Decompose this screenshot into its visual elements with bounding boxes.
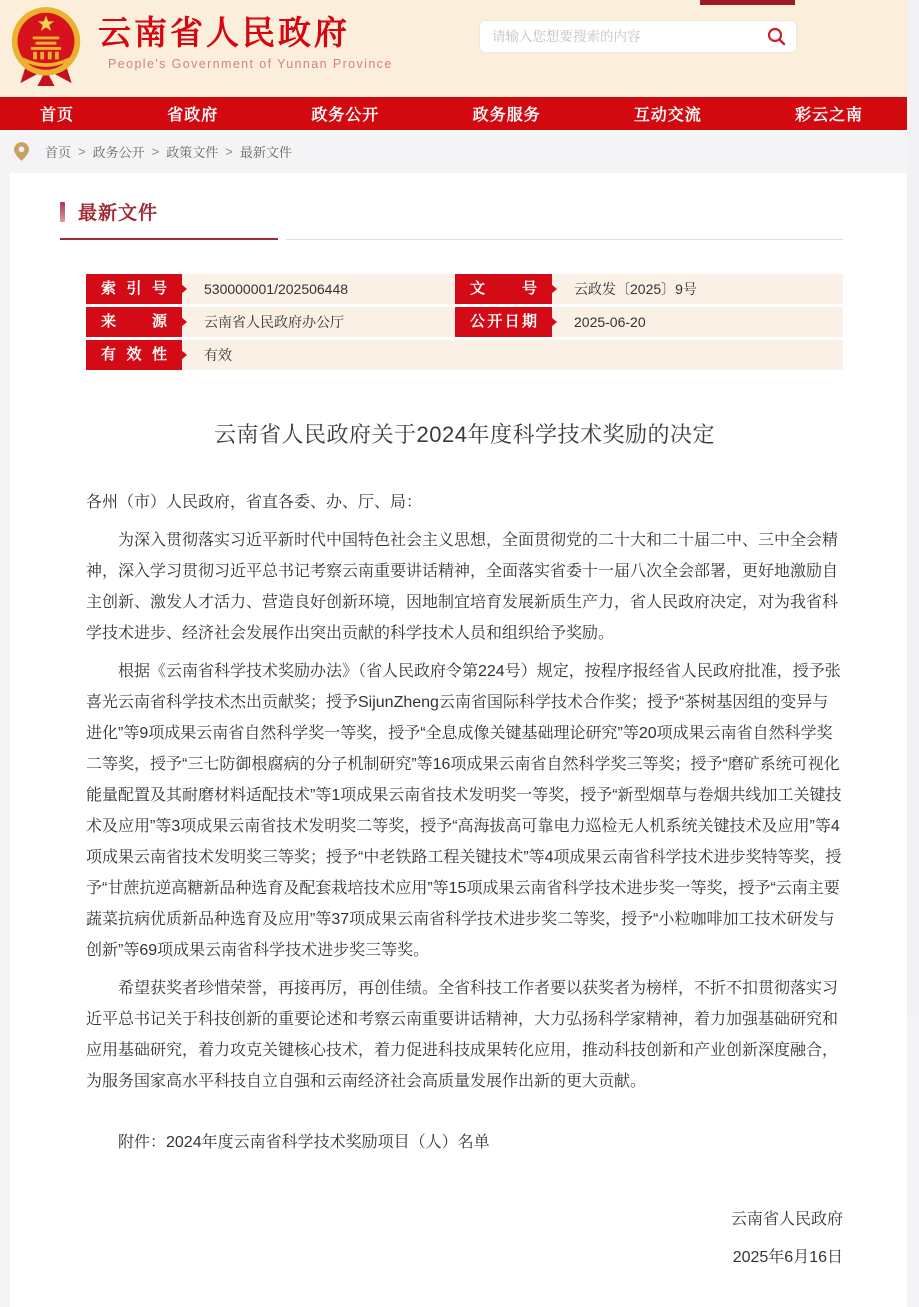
- search-input[interactable]: [480, 29, 756, 44]
- national-emblem-icon: [8, 5, 84, 89]
- search-button[interactable]: [756, 21, 796, 52]
- site-header: [0, 0, 907, 97]
- site-title: 云南省人民政府: [98, 14, 350, 51]
- breadcrumb-separator: >: [78, 144, 86, 159]
- meta-label-publish-date: 公开日期: [455, 307, 552, 337]
- section-title: 最新文件: [78, 203, 159, 224]
- meta-label-index-number: 索引号: [86, 274, 182, 304]
- meta-value-index-number: 530000001/202506448: [182, 274, 455, 304]
- document-title: 云南省人民政府关于2024年度科学技术奖励的决定: [214, 422, 715, 447]
- main-nav: [0, 97, 907, 130]
- section-divider: [60, 238, 843, 240]
- breadcrumb-separator: >: [151, 144, 160, 159]
- nav-item-caiyun[interactable]: 彩云之南: [794, 107, 863, 124]
- meta-value-validity: 有效: [182, 340, 843, 370]
- meta-label-doc-number: 文号: [455, 274, 552, 304]
- content-panel: [10, 173, 907, 1307]
- paragraph: 希望获奖者珍惜荣誉，再接再厉，再创佳绩。全省科技工作者要以获奖者为榜样，不折不扣贯彻落实习近平总书记关于科技创新的重要论述和考察云南重要讲话精神，大力弘扬科学家精神，着力加强基础研究和应用基础研究，着力攻克关键核心技术，着力促进科技成果转化应用，推动科技创新和产业创新深度融合，为服务国家高水平科技自立自强和云南经济社会高质量发展作出新的更大贡献。: [86, 980, 839, 1090]
- breadcrumb: [0, 130, 907, 173]
- attachment-link[interactable]: 附件：2024年度云南省科学技术奖励项目（人）名单: [118, 1134, 490, 1151]
- search-icon: [767, 27, 786, 46]
- nav-item-provincial-government[interactable]: 省政府: [167, 107, 219, 124]
- paragraph: 为深入贯彻落实习近平新时代中国特色社会主义思想，全面贯彻党的二十大和二十届二中、三中全会精神，深入学习贯彻习近平总书记考察云南重要讲话精神，全面落实省委十一届八次全会部署，更好地激励自主创新、激发人才活力、营造良好创新环境，因地制宜培育发展新质生产力，省人民政府决定，对为我省科学技术进步、经济社会发展作出突出贡献的科学技术人员和组织给予奖励。: [86, 532, 839, 642]
- nav-item-government-info[interactable]: 政务公开: [311, 107, 380, 124]
- section-accent-bar-icon: [60, 202, 65, 222]
- location-pin-icon: [14, 142, 29, 161]
- nav-item-home[interactable]: 首页: [40, 107, 75, 124]
- search-box: [479, 20, 797, 53]
- meta-label-source: 来源: [86, 307, 182, 337]
- breadcrumb-item-policy-files[interactable]: 政策文件: [166, 145, 219, 160]
- breadcrumb-separator: >: [225, 144, 233, 159]
- meta-value-publish-date: 2025-06-20: [552, 307, 843, 337]
- section-header: [60, 198, 843, 225]
- site-logo[interactable]: [8, 5, 393, 89]
- scrollbar-track[interactable]: [907, 0, 919, 1017]
- breadcrumb-item-latest-files[interactable]: 最新文件: [239, 145, 292, 160]
- breadcrumb-item-gov-info[interactable]: 政务公开: [92, 145, 145, 160]
- site-title-block: [98, 5, 393, 71]
- nav-item-interaction[interactable]: 互动交流: [633, 107, 702, 124]
- signature-date: 2025年6月16日: [732, 1249, 843, 1266]
- site-subtitle: People's Government of Yunnan Province: [108, 57, 393, 71]
- meta-label-validity: 有效性: [86, 340, 182, 370]
- top-red-bar: [700, 0, 795, 5]
- signature-org: 云南省人民政府: [730, 1211, 843, 1228]
- meta-value-doc-number: 云政发〔2025〕9号: [552, 274, 843, 304]
- breadcrumb-item-home[interactable]: 首页: [45, 145, 72, 160]
- paragraph: 根据《云南省科学技术奖励办法》（省人民政府令第224号）规定，按程序报经省人民政府批准，授予张喜光云南省科学技术杰出贡献奖；授予SijunZheng云南省国际科学技术合作奖；授予“茶树基因组的变异与进化”等9项成果云南省自然科学奖一等奖，授予“全息成像关键基础理论研究”等20项成果云南省自然科学奖二等奖，授予“三七防御根腐病的分子机制研究”等16项成果云南省自然科学奖三等奖；授予“磨矿系统可视化能量配置及其耐磨材料适配技术”等1项成果云南省技术发明奖一等奖，授予“新型烟草与卷烟共线加工关键技术及应用”等3项成果云南省技术发明奖二等奖，授予“高海拔高可靠电力巡检无人机系统关键技术及应用”等4项成果云南省技术发明奖三等奖；授予“中老铁路工程关键技术”等4项成果云南省科学技术进步奖特等奖，授予“甘蔗抗逆高糖新品种选育及配套栽培技术应用”等15项成果云南省科学技术进步奖一等奖，授予“云南主要蔬菜抗病优质新品种选育及应用”等37项成果云南省科学技术进步奖二等奖，授予“小粒咖啡加工技术研发与创新”等69项成果云南省科学技术进步奖三等奖。: [86, 663, 842, 959]
- meta-value-source: 云南省人民政府办公厅: [182, 307, 455, 337]
- nav-item-government-services[interactable]: 政务服务: [472, 107, 541, 124]
- salutation: 各州（市）人民政府，省直各委、办、厅、局：: [86, 494, 423, 511]
- document-meta-table: [86, 274, 843, 370]
- document-body: [86, 487, 843, 1097]
